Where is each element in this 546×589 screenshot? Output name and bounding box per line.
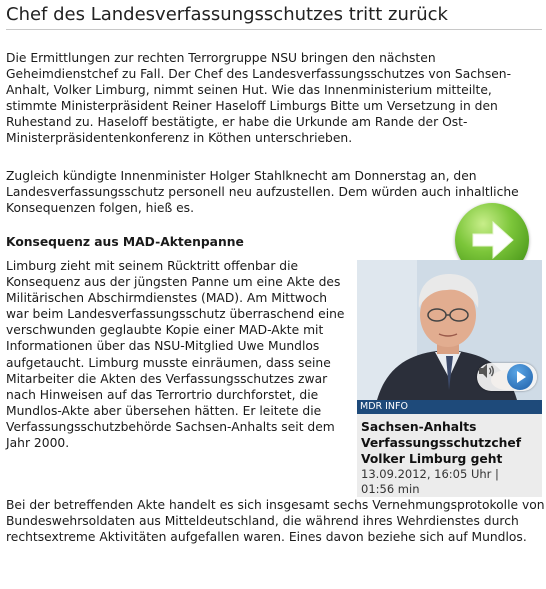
play-icon[interactable]: [507, 364, 533, 390]
article-paragraph-4: Bei der betreffenden Akte handelt es sich insgesamt sechs Vernehmungsprotokolle von Bundeswehrsoldaten aus Mitteldeutschland, die während ihres Wehrdienstes durch rechtsextreme Aktivitäten aufgefallen waren. Eines davon beziehe sich auf Mundlos.: [6, 498, 545, 545]
video-source-label: MDR INFO: [357, 400, 542, 414]
speaker-icon[interactable]: [477, 363, 495, 379]
video-date: 13.09.2012, 16:05 Uhr |: [361, 467, 499, 481]
article-paragraph-2: Zugleich kündigte Innenminister Holger Stahlknecht am Donnerstag an, den Landesverfassungsschutz personell neu aufzustellen. Dem würden auch inhaltliche Konsequenzen folgen, hieß es.: [6, 169, 519, 216]
video-card-body: [357, 414, 542, 497]
video-thumbnail[interactable]: [357, 260, 542, 400]
play-triangle-icon: [507, 364, 533, 390]
video-headline-link[interactable]: Sachsen-Anhalts Verfassungsschutzchef Volker Limburg geht: [361, 420, 522, 466]
article-paragraph-3: Limburg zieht mit seinem Rücktritt offenbar die Konsequenz aus der jüngsten Panne um eine Akte des Militärischen Abschirmdienstes (MAD). Am Mittwoch war beim Landesverfassungsschutz überraschend eine verschwunden geglaubte Kopie einer MAD-Akte mit Informationen über das NSU-Mitglied Uwe Mundlos aufgetaucht. Limburg musste einräumen, dass seine Mitarbeiter die Akten des Verfassungsschutzes zwar nach Hinweisen auf das Terrortrio durchforstet, die Mundlos-Akte aber übersehen hätten. Er leitete die Verfassungsschutzbehörde Sachsen-Anhalts seit dem Jahr 2000.: [6, 259, 345, 451]
video-duration: 01:56 min: [361, 482, 420, 496]
article-paragraph-1: Die Ermittlungen zur rechten Terrorgruppe NSU bringen den nächsten Geheimdienstchef zu Fall. Der Chef des Landesverfassungsschutzes von Sachsen-Anhalt, Volker Limburg, nimmt seinen Hut. Wie das Innenministerium mitteilte, stimmte Ministerpräsident Reiner Haseloff Limburgs Bitte um Versetzung in den Ruhestand zu. Haseloff bestätigte, er habe die Urkunde am Rande der Ost-Ministerpräsidentenkonferenz in Köthen unterschrieben.: [6, 51, 512, 146]
article-title: Chef des Landesverfassungsschutzes tritt zurück: [6, 3, 542, 30]
article-subheading: Konsequenz aus MAD-Aktenpanne: [6, 235, 244, 249]
media-controls: [477, 363, 537, 391]
video-teaser[interactable]: [357, 260, 542, 497]
